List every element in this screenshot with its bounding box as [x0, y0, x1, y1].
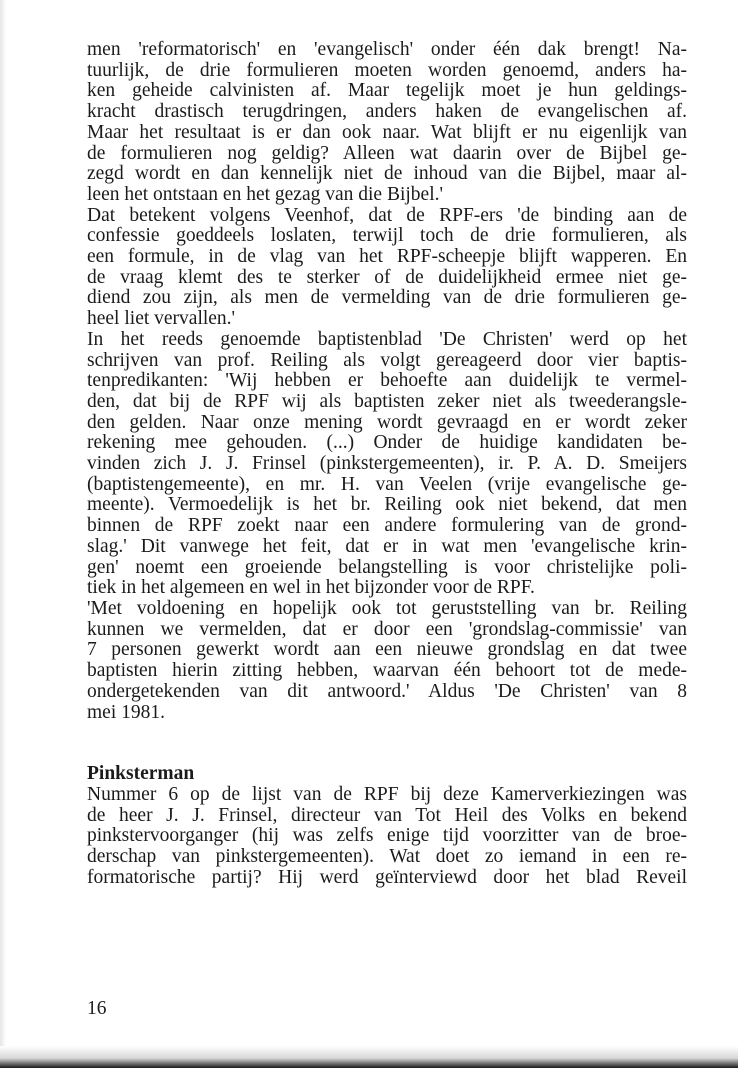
text-line: In het reeds genoemde baptistenblad 'De Christen' werd op het [87, 328, 687, 350]
text-line: slag.' Dit vanwege het feit, dat er in wat men 'evangelische krin- [87, 535, 687, 557]
section-spacer [87, 723, 687, 764]
body-text [87, 40, 687, 888]
text-line: schrijven van prof. Reiling als volgt gereageerd door vier baptis- [87, 349, 687, 371]
paragraph [87, 599, 687, 723]
text-line: men 'reformatorisch' en 'evangelisch' onder één dak brengt! Na- [87, 39, 687, 60]
text-line: derschap van pinkstergemeenten). Wat doet zo iemand in een re- [87, 846, 687, 868]
text-line: (baptistengemeente), en mr. H. van Veelen (vrije evangelische ge- [87, 473, 687, 495]
text-line: gen' noemt een groeiende belangstelling is voor christelijke poli- [87, 556, 687, 578]
text-line: mei 1981. [87, 701, 165, 723]
text-line: 'Met voldoening en hopelijk ook tot geruststelling van br. Reiling [87, 597, 687, 619]
text-line: baptisten hierin zitting hebben, waarvan één behoort tot de mede- [87, 660, 687, 682]
text-line: confessie goeddeels loslaten, terwijl toch de drie formulieren, als [87, 225, 687, 247]
text-line: vinden zich J. J. Frinsel (pinkstergemeenten), ir. P. A. D. Smeijers [87, 453, 687, 475]
text-line: tuurlijk, de drie formulieren moeten worden genoemd, anders ha- [87, 59, 687, 81]
text-line: diend zou zijn, als men de vermelding van de drie formulieren ge- [87, 287, 687, 309]
text-line: de heer J. J. Frinsel, directeur van Tot Heil des Volks en bekend [87, 804, 687, 826]
text-line: rekening mee gehouden. (...) Onder de huidige kandidaten be- [87, 432, 687, 454]
section-heading: Pinksterman [87, 763, 195, 785]
paragraph [87, 330, 687, 599]
text-line: kunnen we vermelden, dat er door een 'grondslag-commissie' van [87, 618, 687, 640]
text-line: Dat betekent volgens Veenhof, dat de RPF-ers 'de binding aan de [87, 204, 687, 226]
text-line: heel liet vervallen.' [87, 308, 236, 330]
text-line: Nummer 6 op de lijst van de RPF bij deze Kamerverkiezingen was [87, 783, 687, 805]
text-line: den gelden. Naar onze mening wordt gevraagd en er wordt zeker [87, 411, 687, 433]
text-line: zegd wordt en dan kennelijk niet de inhoud van die Bijbel, maar al- [87, 163, 687, 185]
text-line: ondergetekenden van dit antwoord.' Aldus 'De Christen' van 8 [87, 680, 687, 702]
text-line: 7 personen gewerkt wordt aan een nieuwe grondslag en dat twee [87, 639, 687, 661]
section [87, 764, 687, 888]
page-number: 16 [87, 998, 107, 1019]
text-line: leen het ontstaan en het gezag van die Bijbel.' [87, 183, 444, 205]
text-line: binnen de RPF zoekt naar een andere formulering van de grond- [87, 515, 687, 537]
text-line: tiek in het algemeen en wel in het bijzonder voor de RPF. [87, 577, 535, 599]
text-line: tenpredikanten: 'Wij hebben er behoefte aan duidelijk te vermel- [87, 370, 687, 392]
text-line: den, dat bij de RPF wij als baptisten zeker niet als tweederangsle- [87, 390, 687, 412]
text-line: formatorische partij? Hij werd geïnterviewd door het blad Reveil [87, 866, 687, 888]
text-line: een formule, in de vlag van het RPF-scheepje blijft wapperen. En [87, 246, 687, 268]
text-line: pinkstervoorganger (hij was zelfs enige tijd voorzitter van de broe- [87, 825, 687, 847]
text-line: ken geheide calvinisten af. Maar tegelijk moet je hun geldings- [87, 80, 687, 102]
paragraph [87, 40, 687, 206]
text-line: de vraag klemt des te sterker of de duidelijkheid ermee niet ge- [87, 266, 687, 288]
page-edge-shadow [0, 0, 6, 1068]
text-line: kracht drastisch terugdringen, anders haken de evangelischen af. [87, 101, 687, 123]
text-line: meente). Vermoedelijk is het br. Reiling ook niet bekend, dat men [87, 494, 687, 516]
text-line: de formulieren nog geldig? Alleen wat daarin over de Bijbel ge- [87, 142, 687, 164]
page-bottom-edge [0, 1046, 738, 1068]
text-line: Maar het resultaat is er dan ook naar. Wat blijft er nu eigenlijk van [87, 121, 687, 143]
paragraph [87, 206, 687, 330]
